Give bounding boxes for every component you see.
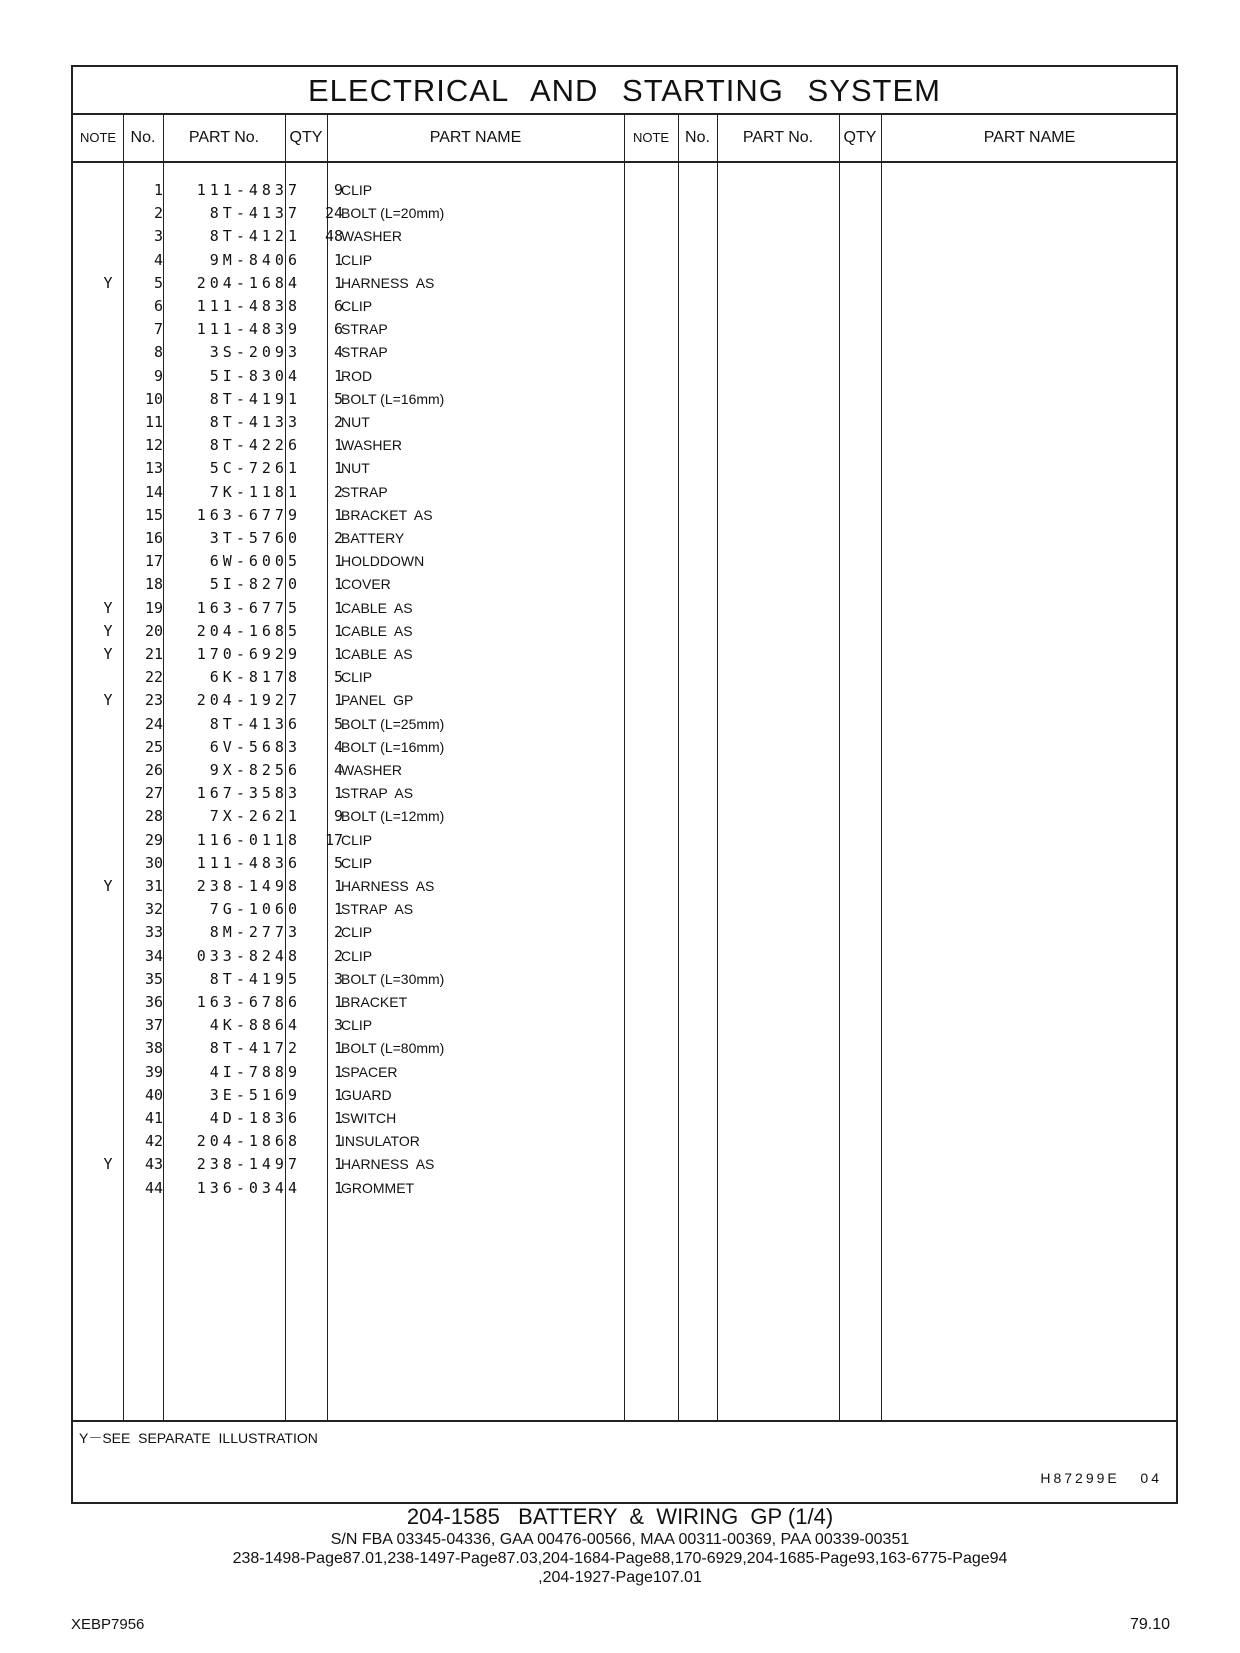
quantity: 1 xyxy=(333,598,343,617)
part-name: INSULATOR xyxy=(341,1133,420,1150)
item-number: 31 xyxy=(144,877,163,895)
table-row xyxy=(73,713,1176,736)
table-row xyxy=(73,1177,1176,1200)
item-number: 34 xyxy=(144,946,163,965)
table-row xyxy=(73,1130,1176,1153)
part-name: BOLT (L=12mm) xyxy=(341,808,445,825)
part-number: 033-8248 xyxy=(196,946,301,965)
item-number: 19 xyxy=(144,598,163,617)
part-name: BRACKET xyxy=(341,994,408,1010)
quantity: 1 xyxy=(333,273,343,292)
part-number: 204-1868 xyxy=(196,1132,301,1151)
part-number: 238-1497 xyxy=(196,1155,301,1174)
part-name: GROMMET xyxy=(341,1179,415,1196)
table-row xyxy=(73,504,1176,527)
footnote: Y－SEE SEPARATE ILLUSTRATION xyxy=(79,1430,318,1446)
part-name: HARNESS AS xyxy=(341,274,435,291)
part-number: 163-6779 xyxy=(196,505,301,524)
item-number: 28 xyxy=(144,807,163,826)
header-part-no-right: PART No. xyxy=(742,129,814,146)
note-cell: Y xyxy=(103,645,113,663)
table-row xyxy=(73,457,1176,480)
part-name: STRAP xyxy=(341,321,388,338)
part-number: 8T-4195 xyxy=(209,969,301,988)
table-footer xyxy=(73,1420,1176,1504)
illustration-code: H87299E 04 xyxy=(1040,1470,1162,1486)
part-number: 111-4839 xyxy=(196,320,301,339)
quantity: 1 xyxy=(333,993,343,1011)
part-number: 3E-5169 xyxy=(209,1085,301,1104)
table-row xyxy=(73,991,1176,1014)
quantity: 2 xyxy=(333,923,343,942)
quantity: 1 xyxy=(333,1062,343,1081)
item-number: 30 xyxy=(144,853,163,872)
part-name: BOLT (L=25mm) xyxy=(341,715,445,732)
part-name: STRAP AS xyxy=(341,901,414,918)
item-number: 17 xyxy=(144,552,163,571)
caption-title: 204-1585 BATTERY & WIRING GP (1/4) xyxy=(406,1504,834,1529)
part-number: 238-1498 xyxy=(196,877,301,895)
quantity: 2 xyxy=(333,482,343,501)
header-part-no: PART No. xyxy=(188,129,260,146)
item-number: 42 xyxy=(144,1132,163,1151)
part-number: 8T-4191 xyxy=(209,389,301,408)
quantity: 1 xyxy=(333,366,343,385)
table-row xyxy=(73,736,1176,759)
table-row xyxy=(73,898,1176,921)
part-name: CLIP xyxy=(341,831,373,848)
part-number: 8T-4172 xyxy=(209,1039,301,1058)
table-row xyxy=(73,388,1176,411)
part-number: 7X-2621 xyxy=(209,807,301,826)
quantity: 1 xyxy=(333,575,343,594)
item-number: 15 xyxy=(144,505,163,524)
note-cell: Y xyxy=(103,621,113,640)
part-name: CABLE AS xyxy=(341,599,413,616)
part-number: 163-6786 xyxy=(196,993,301,1011)
note-cell: Y xyxy=(103,877,113,895)
item-number: 41 xyxy=(144,1109,163,1127)
document-id: XEBP7956 xyxy=(71,1616,145,1633)
part-number: 3S-2093 xyxy=(209,343,301,362)
quantity: 4 xyxy=(333,761,343,779)
table-row xyxy=(73,481,1176,504)
part-name: HOLDDOWN xyxy=(341,553,425,570)
part-name: CLIP xyxy=(341,669,373,686)
quantity: 1 xyxy=(333,436,343,455)
note-cell: Y xyxy=(103,598,113,617)
table-row xyxy=(73,1014,1176,1037)
quantity: 24 xyxy=(324,204,343,223)
item-number: 23 xyxy=(144,691,163,710)
header-qty-right: QTY xyxy=(843,129,877,146)
table-row xyxy=(73,573,1176,596)
part-name: WASHER xyxy=(341,762,402,778)
header-qty: QTY xyxy=(289,129,323,146)
table-row xyxy=(73,968,1176,991)
page-title: ELECTRICAL AND STARTING SYSTEM xyxy=(73,67,1176,115)
item-number: 26 xyxy=(144,761,163,779)
part-number: 3T-5760 xyxy=(209,529,301,547)
item-number: 10 xyxy=(144,389,163,408)
quantity: 2 xyxy=(333,529,343,547)
table-row xyxy=(73,434,1176,457)
note-cell: Y xyxy=(103,691,113,710)
table-row xyxy=(73,782,1176,805)
table-row xyxy=(73,179,1176,202)
quantity: 6 xyxy=(333,320,343,339)
part-number: 6V-5683 xyxy=(209,737,301,756)
item-number: 27 xyxy=(144,784,163,803)
part-name: CABLE AS xyxy=(341,622,413,639)
part-number: 8T-4121 xyxy=(209,227,301,246)
quantity: 17 xyxy=(324,830,343,849)
part-name: BOLT (L=16mm) xyxy=(341,738,445,755)
quantity: 3 xyxy=(333,969,343,988)
part-name: COVER xyxy=(341,576,391,593)
item-number: 7 xyxy=(153,320,163,339)
header-part-name: PART NAME xyxy=(429,129,522,146)
item-number: 21 xyxy=(144,645,163,663)
table-row xyxy=(73,759,1176,782)
part-number: 116-0118 xyxy=(196,830,301,849)
quantity: 1 xyxy=(333,621,343,640)
note-cell: Y xyxy=(103,1155,113,1174)
quantity: 3 xyxy=(333,1016,343,1035)
table-row xyxy=(73,202,1176,225)
quantity: 9 xyxy=(333,807,343,826)
table-row xyxy=(73,666,1176,689)
part-number: 204-1684 xyxy=(196,273,301,292)
part-number: 8T-4133 xyxy=(209,413,301,431)
part-number: 5I-8270 xyxy=(209,575,301,594)
group-caption xyxy=(0,1504,1240,1587)
item-number: 44 xyxy=(144,1178,163,1197)
item-number: 6 xyxy=(153,297,163,315)
table-row xyxy=(73,365,1176,388)
table-row xyxy=(73,1084,1176,1107)
item-number: 43 xyxy=(144,1155,163,1174)
part-name: NUT xyxy=(341,460,370,477)
header-no: No. xyxy=(130,129,156,146)
item-number: 4 xyxy=(153,250,163,269)
quantity: 6 xyxy=(333,297,343,315)
item-number: 13 xyxy=(144,459,163,478)
item-number: 24 xyxy=(144,714,163,733)
table-row xyxy=(73,620,1176,643)
quantity: 1 xyxy=(333,691,343,710)
part-name: STRAP xyxy=(341,344,388,361)
part-name: WASHER xyxy=(341,228,402,245)
item-number: 39 xyxy=(144,1062,163,1081)
part-name: STRAP xyxy=(341,483,388,500)
part-number: 4K-8864 xyxy=(209,1016,301,1035)
quantity: 5 xyxy=(333,853,343,872)
quantity: 1 xyxy=(333,1132,343,1151)
part-name: SWITCH xyxy=(341,1110,397,1126)
quantity: 1 xyxy=(333,1178,343,1197)
quantity: 2 xyxy=(333,413,343,431)
item-number: 36 xyxy=(144,993,163,1011)
table-row xyxy=(73,805,1176,828)
item-number: 37 xyxy=(144,1016,163,1035)
table-row xyxy=(73,527,1176,550)
quantity: 5 xyxy=(333,714,343,733)
part-name: CLIP xyxy=(341,182,373,198)
header-note: NOTE xyxy=(79,130,117,145)
item-number: 16 xyxy=(144,529,163,547)
table-row xyxy=(73,1037,1176,1060)
part-number: 111-4837 xyxy=(196,181,301,199)
part-number: 8M-2773 xyxy=(209,923,301,942)
item-number: 1 xyxy=(153,181,163,199)
caption-serials: S/N FBA 03345-04336, GAA 00476-00566, MAA 00311-00369, PAA 00339-00351 xyxy=(330,1531,910,1548)
item-number: 12 xyxy=(144,436,163,455)
quantity: 1 xyxy=(333,900,343,919)
quantity: 1 xyxy=(333,1085,343,1104)
item-number: 3 xyxy=(153,227,163,246)
part-number: 9M-8406 xyxy=(209,250,301,269)
item-number: 14 xyxy=(144,482,163,501)
table-row xyxy=(73,1153,1176,1176)
item-number: 35 xyxy=(144,969,163,988)
part-name: PANEL GP xyxy=(341,692,414,709)
quantity: 1 xyxy=(333,250,343,269)
part-name: BOLT (L=20mm) xyxy=(341,205,445,222)
quantity: 48 xyxy=(324,227,343,246)
item-number: 38 xyxy=(144,1039,163,1058)
part-name: HARNESS AS xyxy=(341,1156,435,1173)
item-number: 33 xyxy=(144,923,163,942)
part-name: CLIP xyxy=(341,854,373,871)
quantity: 4 xyxy=(333,737,343,756)
table-row xyxy=(73,852,1176,875)
quantity: 9 xyxy=(333,181,343,199)
part-name: CLIP xyxy=(341,251,373,268)
table-row xyxy=(73,249,1176,272)
part-name: STRAP AS xyxy=(341,785,414,802)
item-number: 29 xyxy=(144,830,163,849)
quantity: 5 xyxy=(333,389,343,408)
part-name: BOLT (L=16mm) xyxy=(341,390,445,407)
table-row xyxy=(73,643,1176,666)
part-number: 6W-6005 xyxy=(209,552,301,571)
item-number: 40 xyxy=(144,1085,163,1104)
table-row xyxy=(73,875,1176,898)
part-name: CABLE AS xyxy=(341,646,413,662)
part-number: 7G-1060 xyxy=(209,900,301,919)
parts-table xyxy=(71,65,1178,1504)
part-number: 204-1927 xyxy=(196,691,301,710)
part-number: 8T-4136 xyxy=(209,714,301,733)
part-number: 8T-4137 xyxy=(209,204,301,223)
quantity: 2 xyxy=(333,946,343,965)
part-number: 5C-7261 xyxy=(209,459,301,478)
part-number: 111-4836 xyxy=(196,853,301,872)
table-row xyxy=(73,597,1176,620)
item-number: 20 xyxy=(144,621,163,640)
part-name: BRACKET AS xyxy=(341,506,433,523)
part-number: 5I-8304 xyxy=(209,366,301,385)
quantity: 1 xyxy=(333,505,343,524)
quantity: 1 xyxy=(333,1155,343,1174)
page-number: 79.10 xyxy=(1130,1616,1171,1633)
part-name: WASHER xyxy=(341,437,402,454)
table-row xyxy=(73,225,1176,248)
item-number: 22 xyxy=(144,668,163,687)
item-number: 11 xyxy=(144,413,163,431)
part-number: 136-0344 xyxy=(196,1178,301,1197)
part-number: 204-1685 xyxy=(196,621,301,640)
item-number: 5 xyxy=(153,273,163,292)
item-number: 9 xyxy=(153,366,163,385)
table-row xyxy=(73,318,1176,341)
quantity: 1 xyxy=(333,784,343,803)
part-name: BATTERY xyxy=(341,530,405,546)
table-row xyxy=(73,1061,1176,1084)
part-name: CLIP xyxy=(341,924,373,941)
table-row xyxy=(73,945,1176,968)
item-number: 2 xyxy=(153,204,163,223)
item-number: 8 xyxy=(153,343,163,362)
quantity: 5 xyxy=(333,668,343,687)
part-number: 7K-1181 xyxy=(209,482,301,501)
header-note-right: NOTE xyxy=(632,130,670,145)
part-name: SPACER xyxy=(341,1063,398,1080)
part-number: 4D-1836 xyxy=(209,1109,301,1127)
table-row xyxy=(73,295,1176,318)
table-row xyxy=(73,1107,1176,1130)
table-row xyxy=(73,341,1176,364)
quantity: 4 xyxy=(333,343,343,362)
part-name: GUARD xyxy=(341,1086,392,1103)
part-name: BOLT (L=80mm) xyxy=(341,1040,445,1057)
header-no-right: No. xyxy=(685,129,710,146)
header-part-name-right: PART NAME xyxy=(983,129,1076,146)
quantity: 1 xyxy=(333,1039,343,1058)
table-row xyxy=(73,689,1176,712)
quantity: 1 xyxy=(333,877,343,895)
part-name: ROD xyxy=(341,367,373,384)
table-row xyxy=(73,829,1176,852)
part-number: 170-6929 xyxy=(196,645,301,663)
part-name: CLIP xyxy=(341,947,373,964)
part-name: BOLT (L=30mm) xyxy=(341,970,445,987)
table-row xyxy=(73,921,1176,944)
part-number: 163-6775 xyxy=(196,598,301,617)
part-number: 9X-8256 xyxy=(209,761,301,779)
part-number: 111-4838 xyxy=(196,297,301,315)
item-number: 25 xyxy=(144,737,163,756)
quantity: 1 xyxy=(333,552,343,571)
part-number: 4I-7889 xyxy=(209,1062,301,1081)
quantity: 1 xyxy=(333,1109,343,1127)
part-number: 6K-8178 xyxy=(209,668,301,687)
quantity: 1 xyxy=(333,645,343,663)
part-number: 167-3583 xyxy=(196,784,301,803)
part-number: 8T-4226 xyxy=(209,436,301,455)
table-row xyxy=(73,272,1176,295)
table-row xyxy=(73,550,1176,573)
item-number: 32 xyxy=(144,900,163,919)
part-name: HARNESS AS xyxy=(341,878,435,894)
table-row xyxy=(73,411,1176,434)
item-number: 18 xyxy=(144,575,163,594)
caption-references: 238-1498-Page87.01,238-1497-Page87.03,204-1684-Page88,170-6929,204-1685-Page93,163-6775-Page94 xyxy=(232,1550,1008,1567)
part-name: NUT xyxy=(341,414,370,430)
caption-references-cont: ,204-1927-Page107.01 xyxy=(538,1569,702,1586)
part-name: CLIP xyxy=(341,298,373,314)
note-cell: Y xyxy=(103,273,113,292)
quantity: 1 xyxy=(333,459,343,478)
part-name: CLIP xyxy=(341,1017,373,1034)
